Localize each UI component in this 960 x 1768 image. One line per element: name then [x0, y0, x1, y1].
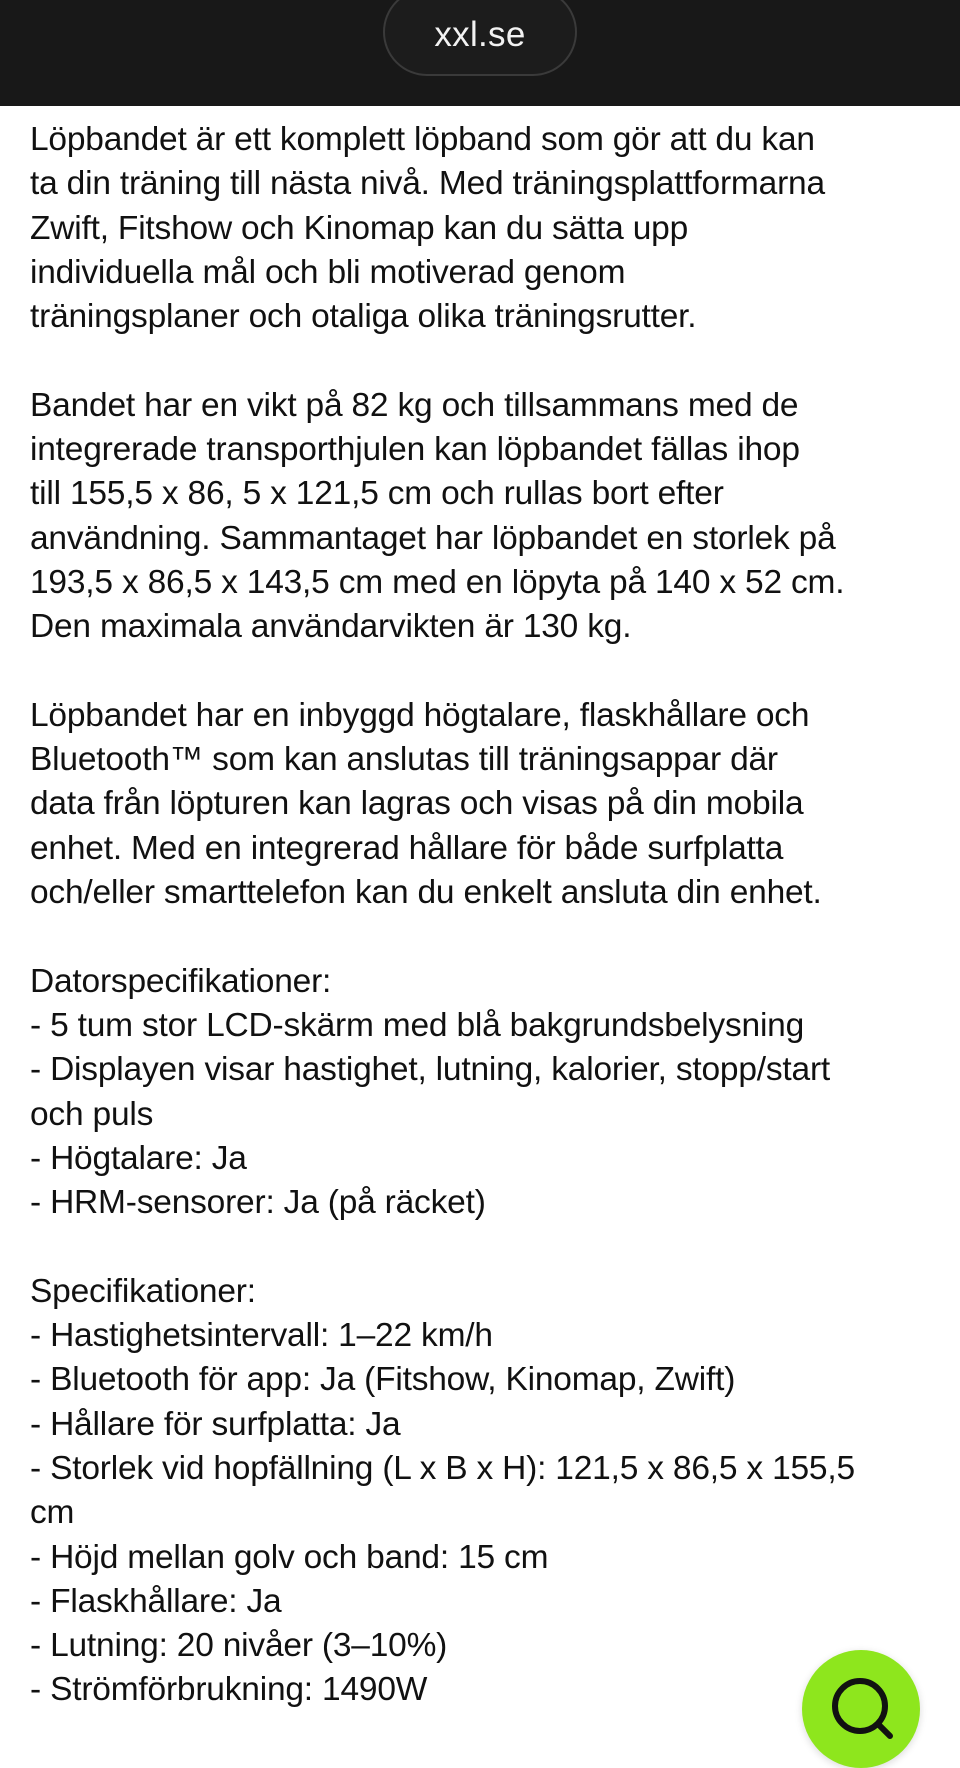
text-line: data från löpturen kan lagras och visas på din mobila: [30, 785, 804, 823]
spec-item: - Flaskhållare: Ja: [30, 1582, 282, 1620]
paragraph-features: [30, 694, 935, 915]
text-line: ta din träning till nästa nivå. Med träningsplattformarna: [30, 165, 825, 203]
text-line: träningsplaner och otaliga olika träningsrutter.: [30, 298, 697, 336]
spec-item: - Lutning: 20 nivåer (3–10%): [30, 1627, 448, 1665]
section-heading: Datorspecifikationer:: [30, 962, 332, 1000]
text-line: 193,5 x 86,5 x 143,5 cm med en löpyta på 140 x 52 cm.: [30, 563, 845, 601]
spec-item: - HRM-sensorer: Ja (på räcket): [30, 1184, 486, 1222]
spec-item: - Hållare för surfplatta: Ja: [30, 1405, 401, 1443]
specifications: [30, 1270, 935, 1713]
spec-item: - Strömförbrukning: 1490W: [30, 1671, 428, 1709]
spec-item: cm: [30, 1494, 75, 1532]
spec-item: - Högtalare: Ja: [30, 1139, 247, 1177]
text-line: integrerade transporthjulen kan löpbandet fällas ihop: [30, 431, 800, 469]
text-line: till 155,5 x 86, 5 x 121,5 cm och rullas bort efter: [30, 475, 724, 513]
spec-item: - Storlek vid hopfällning (L x B x H): 121,5 x 86,5 x 155,5: [30, 1449, 855, 1487]
text-line: och/eller smarttelefon kan du enkelt ansluta din enhet.: [30, 874, 822, 912]
text-line: Bandet har en vikt på 82 kg och tillsammans med de: [30, 386, 799, 424]
text-line: Bluetooth™ som kan anslutas till träningsappar där: [30, 741, 778, 779]
url-text: xxl.se: [434, 15, 526, 54]
spec-item: - Displayen visar hastighet, lutning, kalorier, stopp/start: [30, 1051, 831, 1089]
text-line: individuella mål och bli motiverad genom: [30, 253, 626, 291]
computer-specifications: [30, 960, 935, 1226]
text-line: Den maximala användarvikten är 130 kg.: [30, 608, 632, 646]
spec-item: - Bluetooth för app: Ja (Fitshow, Kinomap, Zwift): [30, 1361, 736, 1399]
product-description: [30, 118, 935, 1713]
section-heading: Specifikationer:: [30, 1272, 256, 1310]
spec-item: och puls: [30, 1095, 154, 1133]
text-line: Löpbandet har en inbyggd högtalare, flaskhållare och: [30, 696, 810, 734]
spec-item: - Höjd mellan golv och band: 15 cm: [30, 1538, 549, 1576]
text-line: användning. Sammantaget har löpbandet en storlek på: [30, 519, 836, 557]
text-line: Löpbandet är ett komplett löpband som gör att du kan: [30, 121, 815, 158]
spec-item: - 5 tum stor LCD-skärm med blå bakgrundsbelysning: [30, 1006, 805, 1044]
text-line: Zwift, Fitshow och Kinomap kan du sätta upp: [30, 209, 689, 247]
search-button[interactable]: [802, 1650, 920, 1768]
spec-item: - Hastighetsintervall: 1–22 km/h: [30, 1317, 493, 1355]
paragraph-dimensions: [30, 384, 935, 650]
address-bar[interactable]: [383, 0, 577, 76]
paragraph-intro: [30, 118, 935, 339]
search-icon: [826, 1672, 896, 1742]
text-line: enhet. Med en integrerad hållare för både surfplatta: [30, 829, 784, 867]
browser-top-bar: [0, 0, 960, 106]
